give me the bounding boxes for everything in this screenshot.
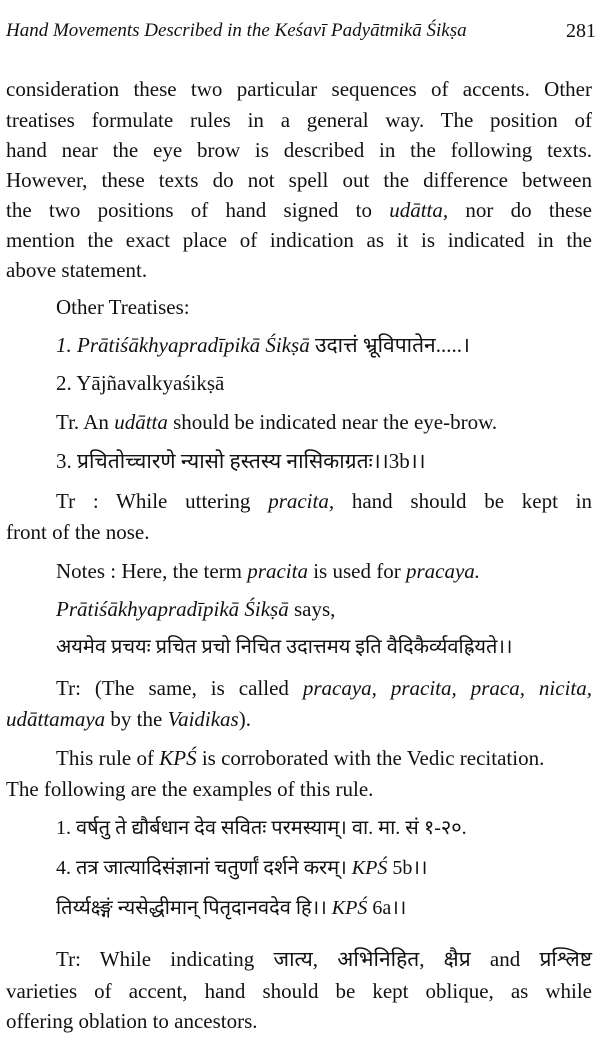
item-3: 3. प्रचितोच्चारणे न्यासो हस्तस्य नासिकाग्रतः।।3b।। [56, 449, 426, 473]
example-2 [56, 858, 428, 878]
example-3 [56, 898, 406, 918]
item-number: 1. [56, 333, 77, 357]
text-run: This rule of [56, 746, 160, 770]
term: pracita, [268, 489, 335, 513]
says-line [56, 599, 335, 620]
terms: pracaya, pracita, praca, nicita, [302, 676, 592, 700]
translation-2-line2: front of the nose. [6, 520, 150, 544]
text-run: should be indicated near the eye-brow. [167, 410, 498, 434]
example-1: 1. वर्षतु ते द्यौर्बधान देव सवितः परमस्याम्। वा. मा. सं १-२०. [56, 817, 467, 839]
rule-line1 [56, 748, 544, 769]
text-run: by the [105, 707, 168, 731]
sanskrit-text: उदात्तं भ्रूविपातेन.....। [309, 333, 470, 357]
text-title: Prātiśākhyapradīpikā Śikṣā [56, 597, 289, 621]
para1-line4: However, these texts do not spell out the difference between [6, 168, 592, 192]
abbrev-kps: KPŚ [159, 746, 197, 770]
term: pracita [247, 559, 308, 583]
text-run: hand should be kept in [334, 489, 593, 513]
text-run: Tr : While uttering [56, 489, 269, 513]
term-udatta: udātta, [389, 198, 449, 222]
text-run: 6a।। [367, 897, 407, 919]
text-run: ). [238, 707, 251, 731]
abbrev-kps: KPŚ [351, 857, 388, 879]
text-run: Tr. An [56, 410, 115, 434]
text-run: Tr: (The same, is called [56, 676, 303, 700]
term: udātta [114, 410, 168, 434]
para1-line5 [6, 200, 592, 221]
text-run: is used for [307, 559, 406, 583]
item-2: 2. Yājñavalkyaśikṣā [56, 371, 225, 395]
sanskrit-text: 4. तत्र जात्यादिसंज्ञानां चतुर्णां दर्शने करम्। [56, 857, 352, 879]
sanskrit-quote: अयमेव प्रचयः प्रचित प्रचो निचित उदात्तमय इति वैदिकैर्व्यवह्रियते।। [56, 636, 513, 658]
term: udāttamaya [6, 707, 106, 731]
para1-line7: above statement. [6, 258, 148, 282]
para1-line6: mention the exact place of indication as it is indicated in the [6, 228, 592, 252]
text-run: Notes : Here, the term [56, 559, 248, 583]
other-treatises-heading: Other Treatises: [56, 295, 190, 319]
text-title: Prātiśākhyapradīpikā Śikṣā [77, 333, 310, 357]
translation-4-line1: Tr: While indicating जात्य, अभिनिहित, क्षैप्र and प्रश्लिष्ट [56, 947, 592, 971]
translation-1 [56, 412, 497, 433]
term: pracaya. [405, 559, 481, 583]
text-run: is corroborated with the Vedic recitation. [196, 746, 545, 770]
page-number: 281 [566, 20, 596, 42]
text-run: says, [288, 597, 336, 621]
sanskrit-text: तिर्य्यक्ष्ङ्गं न्यसेद्धीमान् पितृदानवदेव हि।। [56, 897, 332, 919]
term: Vaidikas [167, 707, 239, 731]
para1-line3: hand near the eye brow is described in the following texts. [6, 138, 592, 162]
running-title: Hand Movements Described in the Keśavī Padyātmikā Śikṣa [6, 20, 467, 41]
rule-line2: The following are the examples of this rule. [6, 777, 374, 801]
notes [56, 561, 480, 582]
translation-2-line1 [56, 491, 592, 512]
text-run: 5b।। [387, 857, 428, 879]
translation-4-line2: varieties of accent, hand should be kept oblique, as while [6, 979, 592, 1003]
text-run: the two positions of hand signed to [6, 198, 390, 222]
running-header [6, 20, 596, 50]
abbrev-kps: KPŚ [331, 897, 368, 919]
item-1 [56, 335, 470, 356]
para1-line2: treatises formulate rules in a general way. The position of [6, 108, 592, 132]
para1-line1: consideration these two particular sequences of accents. Other [6, 77, 592, 101]
translation-3-line2 [6, 709, 251, 730]
translation-4-line3: offering oblation to ancestors. [6, 1009, 258, 1033]
translation-3-line1 [56, 678, 592, 699]
text-run: nor do these [448, 198, 592, 222]
